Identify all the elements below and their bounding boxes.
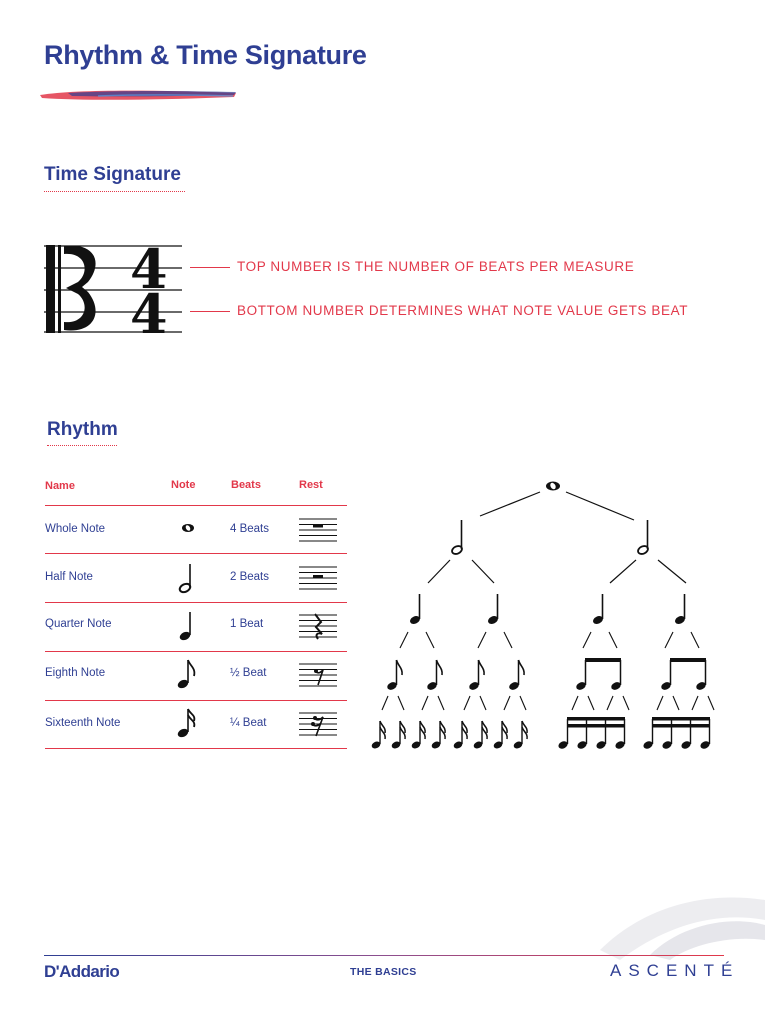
table-row-beats: 2 Beats	[230, 571, 269, 583]
whole-note-icon	[180, 520, 196, 536]
ascente-logo: ASCENTÉ	[610, 961, 740, 980]
table-row-beats: 4 Beats	[230, 523, 269, 535]
time-signature-heading: Time Signature	[44, 164, 181, 185]
footer-section-label: THE BASICS	[350, 966, 417, 978]
tree-quarter-note-icon	[409, 594, 421, 625]
quarter-rest-icon	[299, 612, 337, 640]
row-divider	[45, 553, 347, 554]
rhythm-heading: Rhythm	[47, 419, 118, 440]
tree-sixteenth-note-icon	[411, 721, 426, 750]
quarter-note-icon	[178, 610, 196, 642]
column-header-name: Name	[45, 480, 75, 492]
c-clef-icon	[46, 245, 55, 333]
eighth-note-icon	[176, 658, 198, 690]
row-divider	[45, 748, 347, 749]
table-row-name: Sixteenth Note	[45, 717, 121, 729]
column-header-rest: Rest	[299, 479, 323, 491]
table-row-name: Eighth Note	[45, 667, 106, 679]
row-divider	[45, 651, 347, 652]
tree-beamed-eighth-notes-icon	[660, 658, 707, 691]
tree-quarter-note-icon	[674, 594, 686, 625]
tree-sixteenth-note-icon	[371, 721, 386, 750]
tree-half-note-icon	[637, 520, 649, 555]
table-row-name: Quarter Note	[45, 618, 112, 630]
bottom-number: 4	[130, 282, 168, 334]
column-header-note: Note	[171, 479, 196, 491]
row-divider	[45, 505, 347, 506]
bottom-number-label: BOTTOM NUMBER DETERMINES WHAT NOTE VALUE GETS BEAT	[237, 303, 689, 318]
tree-sixteenth-note-icon	[453, 721, 468, 750]
note-value-tree-diagram	[360, 470, 730, 760]
tree-quarter-note-icon	[487, 594, 499, 625]
whole-rest-icon	[299, 516, 337, 544]
tree-sixteenth-note-icon	[431, 721, 446, 750]
brush-stroke-decoration	[38, 87, 238, 103]
half-rest-icon	[299, 564, 337, 592]
tree-beamed-eighth-notes-icon	[575, 658, 622, 691]
brush-swirl-decoration	[560, 880, 768, 970]
tree-sixteenth-note-icon	[391, 721, 406, 750]
table-row-beats: 1 Beat	[230, 618, 264, 630]
page-title: Rhythm & Time Signature	[44, 40, 367, 70]
pointer-line-top	[190, 267, 230, 268]
tree-eighth-note-icon	[468, 660, 484, 691]
tree-beamed-sixteenth-notes-icon	[557, 717, 626, 750]
heading-underline	[44, 191, 185, 192]
tree-beamed-sixteenth-notes-icon	[642, 717, 711, 750]
sixteenth-rest-icon	[299, 710, 337, 738]
sixteenth-note-icon	[176, 707, 198, 739]
tree-quarter-note-icon	[592, 594, 604, 625]
heading-underline	[47, 445, 117, 446]
footer-divider	[44, 955, 724, 956]
tree-sixteenth-note-icon	[493, 721, 508, 750]
tree-whole-note-icon	[546, 482, 560, 491]
daddario-logo: D'Addario	[44, 962, 120, 981]
top-number-label: TOP NUMBER IS THE NUMBER OF BEATS PER MEASURE	[237, 259, 635, 274]
column-header-beats: Beats	[231, 479, 261, 491]
tree-eighth-note-icon	[426, 660, 442, 691]
pointer-line-bottom	[190, 311, 230, 312]
tree-half-note-icon	[451, 520, 463, 555]
row-divider	[45, 700, 347, 701]
tree-eighth-note-icon	[386, 660, 402, 691]
time-signature-staff	[44, 242, 184, 334]
table-row-name: Whole Note	[45, 523, 106, 535]
table-row-name: Half Note	[45, 571, 93, 583]
tree-sixteenth-note-icon	[473, 721, 488, 750]
tree-sixteenth-note-icon	[513, 721, 528, 750]
table-row-beats: ½ Beat	[230, 667, 267, 679]
half-note-icon	[178, 562, 196, 594]
eighth-rest-icon	[299, 661, 337, 689]
top-number: 4	[130, 242, 168, 301]
table-row-beats: ¼ Beat	[230, 717, 267, 729]
row-divider	[45, 602, 347, 603]
tree-eighth-note-icon	[508, 660, 524, 691]
